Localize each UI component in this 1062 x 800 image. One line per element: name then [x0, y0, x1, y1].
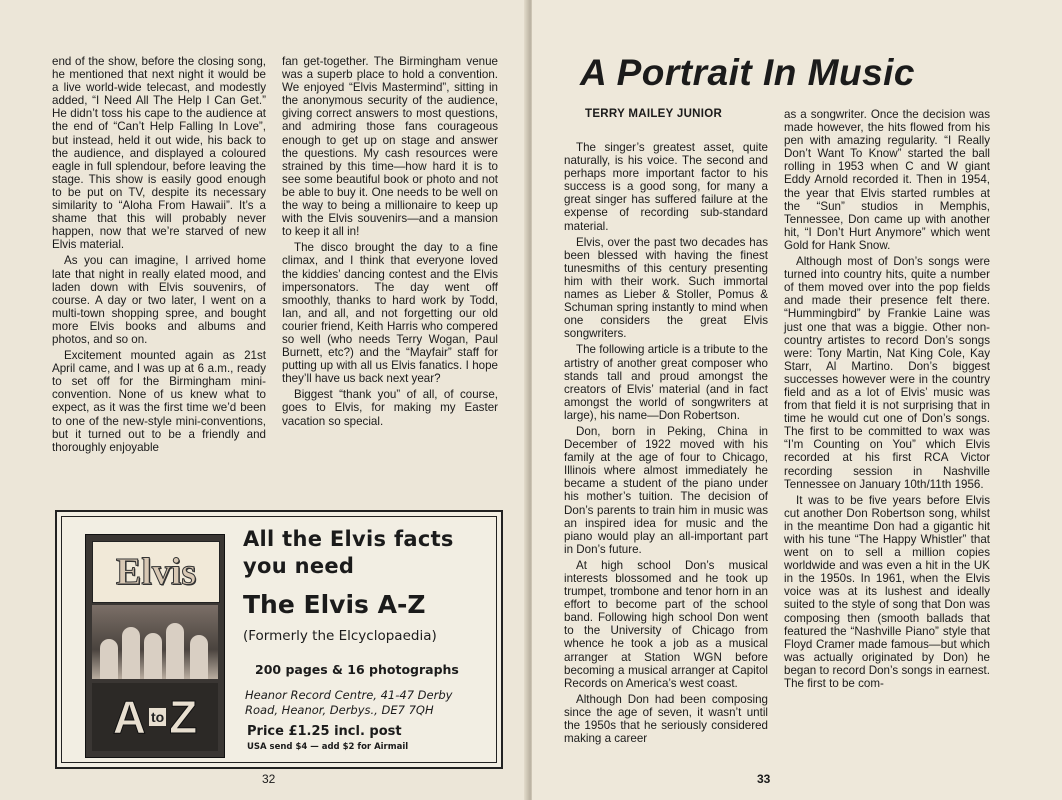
paragraph: Although Don had been composing since the age of seven, it wasn’t until the 1950s that he seriously considered making a career — [564, 692, 768, 746]
article-title: A Portrait In Music — [580, 52, 916, 93]
advertisement-box — [55, 510, 503, 769]
right-column-1 — [564, 141, 768, 748]
ad-price: Price £1.25 incl. post — [247, 724, 402, 739]
right-column-2 — [784, 108, 990, 693]
paragraph: It was to be five years before Elvis cut another Don Robertson song, whilst in the meantime Don had a gigantic hit with his tune “The Happy Whistler” that went on to sell a million copies worldwide and was even a hit in the UK in the 1950s. In 1961, when the Elvis voice was at its lushest and ideally suited to the style of song that Don was composing then (smooth ballads that featured the “Nashville Piano” style that Floyd Cramer made famous—but which was actually originated by Don) he began to record Don’s songs in earnest. The first to be com- — [784, 493, 990, 691]
paragraph: The following article is a tribute to the artistry of another great composer who stands tall and proud amongst the creators of Elvis’ material (and in fact amongst the world of songwriters at large), his name—Don Robertson. — [564, 343, 768, 422]
paragraph: Don, born in Peking, China in December of 1922 moved with his family at the age of four to Chicago, Illinois where almost immediately he became a student of the piano under his mother’s tuition. The decision of Don’s parents to train him in music was an inspired idea for music and the piano would play an all-important part in Don’s future. — [564, 424, 768, 556]
left-column-2 — [282, 55, 498, 431]
left-column-1 — [52, 55, 266, 457]
paragraph: as a songwriter. Once the decision was made however, the hits flowed from his pen with amazing regularity. “I Really Don’t Want To Know” started the ball rolling in 1953 when C and W giant Eddy Arnold recorded it. Then in 1954, the year that Elvis started rumbles at the “Sun” studios in Memphis, Tennessee, Don came up with another hit, “I Don’t Hurt Anymore” which went Gold for Hank Snow. — [784, 108, 990, 252]
book-cover-z: Z — [169, 691, 198, 743]
book-cover-a-to-z — [92, 683, 218, 751]
ad-address-line-1: Heanor Record Centre, 41-47 Derby — [245, 688, 453, 702]
paragraph: Excitement mounted again as 21st April came, and I was up at 6 a.m., ready to set off for the Birmingham mini-convention. None of us knew what to expect, as it was the first time we’d been to one of the new-style mini-conventions, but it turned out to be a friendly and thoroughly enjoyable — [52, 349, 266, 454]
right-page — [532, 0, 1062, 800]
paragraph: The singer’s greatest asset, quite naturally, is his voice. The second and perhaps more important factor to his success is a good song, for many a great singer has suffered failure at the expense of recording sub-standard material. — [564, 141, 768, 233]
ad-headline — [243, 526, 454, 580]
book-cover-photo — [92, 605, 218, 679]
page-number-left: 32 — [262, 772, 276, 786]
paragraph: At high school Don’s musical interests blossomed and he took up trumpet, trombone and tenor horn in an effort to become part of the school band. Following high school Don went to the University of Chicago from whence he took a job as a musical arranger at Station WGN before becoming a musical arranger at Capitol Records on America’s west coast. — [564, 558, 768, 690]
paragraph: The disco brought the day to a fine climax, and I think that everyone loved the kiddies’ dancing contest and the Elvis impersonators. The day went off smoothly, thanks to hard work by Todd, Ian, and all, and not forgetting our old courier friend, Keith Harris who compered so well (who needs Terry Wogan, Paul Burnett, etc?) and the “Mayfair” staff for putting up with all us Elvis fanatics. I hope they’ll have us back next year? — [282, 241, 498, 386]
book-cover-to: to — [150, 709, 165, 725]
ad-usa-price: USA send $4 — add $2 for Airmail — [247, 742, 409, 752]
ad-address-line-2: Road, Heanor, Derbys., DE7 7QH — [245, 703, 434, 717]
ad-product-name: The Elvis A-Z — [243, 590, 426, 619]
paragraph: As you can imagine, I arrived home late that night in really elated mood, and laden down with Elvis souvenirs, of course. A day or two later, I went on a multi-town shopping spree, and bought more Elvis books and albums and photos, and so on. — [52, 254, 266, 346]
paragraph: end of the show, before the closing song, he mentioned that next night it would be a live world-wide telecast, and modestly added, “I Need All The Help I Can Get.” He didn’t toss his cape to the audience at the end of “Can’t Help Falling In Love”, but instead, held it out wide, his back to the audience, and displayed a coloured eagle in full splendour, before leaving the stage. This show is easily good enough to be put on TV, despite its necessary similarity to “Aloha From Hawaii”. It’s a shame that this will probably never happen, now that we’re starved of new Elvis material. — [52, 55, 266, 252]
ad-formerly-note: (Formerly the Elcyclopaedia) — [243, 628, 437, 644]
ad-headline-line-1: All the Elvis facts — [243, 527, 454, 551]
paragraph: Although most of Don’s songs were turned into country hits, quite a number of them moved over into the pop fields and made their presence felt there. “Hummingbird” by Frankie Laine was just one that was a biggie. Other non-country artistes to record Don’s songs were: Tony Martin, Nat King Cole, Kay Starr, Al Martino. Don’s biggest successes however were in the country field and as a lot of Elvis’ music was from that field it is not surprising that in time he would cut one of Don’s songs. The first to be committed to wax was “I’m Counting on You” which Elvis recorded at his first RCA Victor recording session in Nashville Tennessee on January 10th/11th 1956. — [784, 255, 990, 491]
ad-page-count: 200 pages & 16 photographs — [255, 662, 459, 677]
ad-headline-line-2: you need — [243, 554, 355, 578]
book-cover-a: A — [112, 691, 146, 743]
article-byline: TERRY MAILEY JUNIOR — [585, 108, 723, 120]
page-number-right: 33 — [757, 772, 771, 786]
book-cover-title: Elvis — [92, 541, 220, 603]
paragraph: Biggest “thank you” of all, of course, goes to Elvis, for making my Easter vacation so special. — [282, 388, 498, 428]
book-cover-image — [85, 534, 225, 758]
left-page — [0, 0, 530, 800]
ad-address — [245, 688, 475, 718]
paragraph: Elvis, over the past two decades has been blessed with having the finest tunesmiths of this century presenting him with their work. Such immortal names as Lieber & Stoller, Pomus & Schuman spring instantly to mind when one considers the great Elvis songwriters. — [564, 235, 768, 341]
paragraph: fan get-together. The Birmingham venue was a superb place to hold a convention. We enjoyed “Elvis Mastermind”, sitting in the anonymous security of the audience, giving correct answers to most questions, and admiring those fans courageous enough to get up on stage and answer the questions. My cash resources were strained by this time—how hard it is to see some beautiful book or photo and not be able to buy it. One needs to be well on the way to being a millionaire to keep up with the Elvis souvenirs—and a mansion to keep it all in! — [282, 55, 498, 239]
